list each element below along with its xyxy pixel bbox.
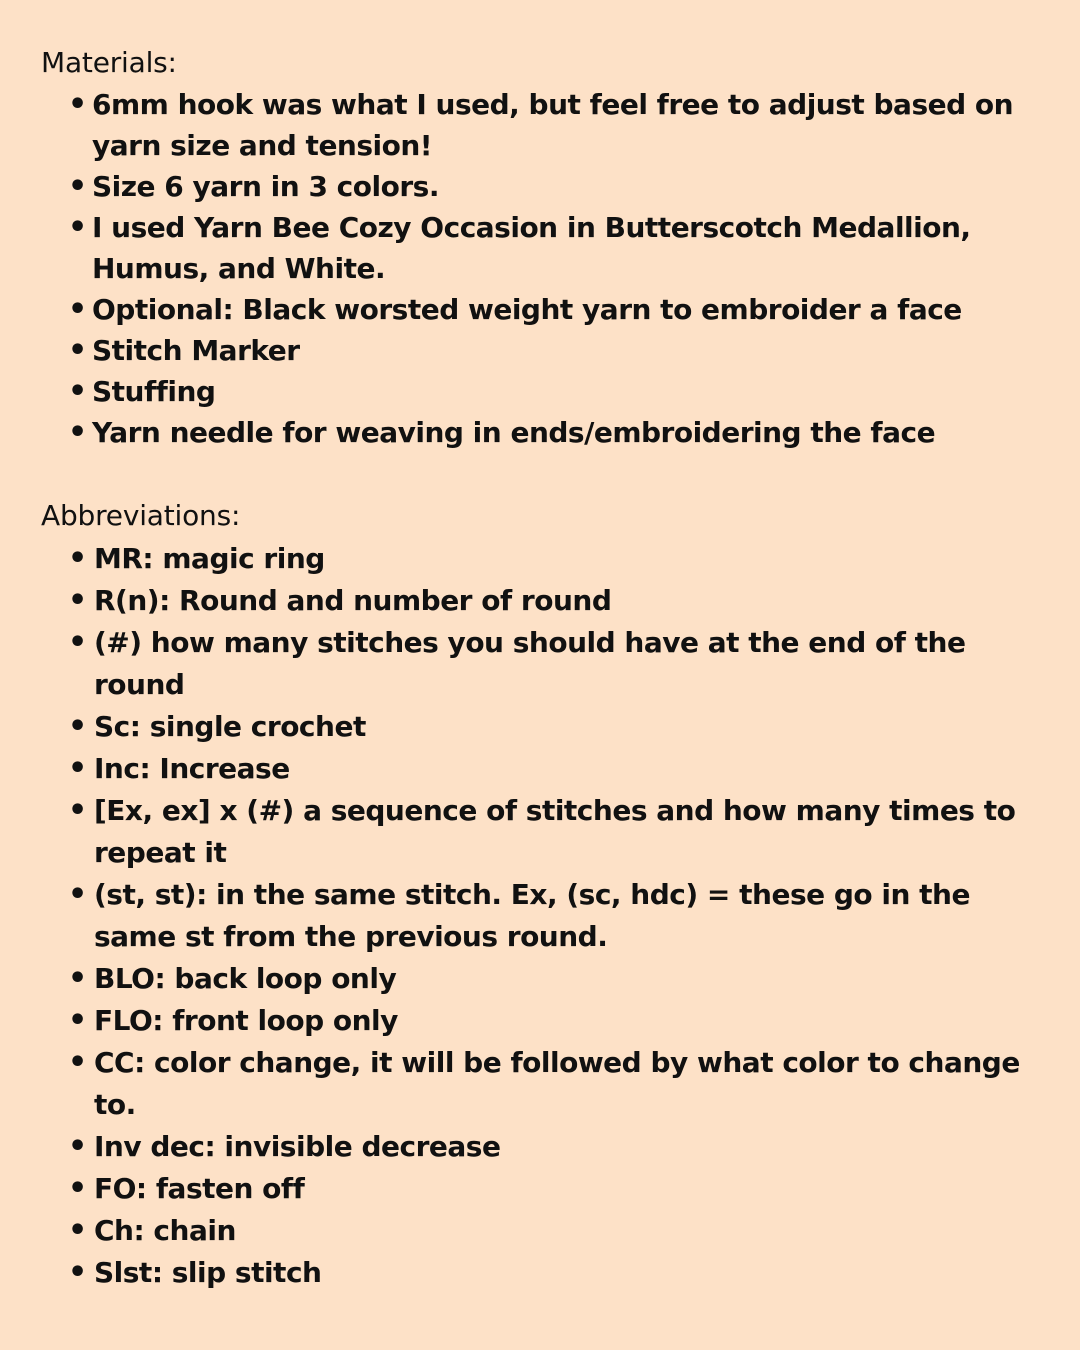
bullet-icon: • — [68, 210, 87, 245]
materials-list — [41, 84, 1040, 453]
bullet-icon: • — [68, 1003, 87, 1038]
list-item — [41, 580, 1040, 622]
bullet-icon: • — [68, 415, 87, 450]
materials-item-text: Optional: Black worsted weight yarn to embroider a face — [92, 293, 962, 326]
list-item — [41, 289, 1040, 330]
materials-item-text: Stitch Marker — [92, 334, 300, 367]
abbreviation-item-text: MR: magic ring — [94, 542, 325, 575]
list-item — [41, 1168, 1040, 1210]
abbreviations-list — [41, 538, 1040, 1294]
list-item — [41, 958, 1040, 1000]
abbreviation-item-text: Slst: slip stitch — [94, 1256, 322, 1289]
bullet-icon: • — [68, 333, 87, 368]
bullet-icon: • — [68, 961, 87, 996]
abbreviation-item-text: Ch: chain — [94, 1214, 236, 1247]
bullet-icon: • — [68, 583, 87, 618]
list-item — [41, 412, 1040, 453]
materials-item-text: I used Yarn Bee Cozy Occasion in Butterscotch Medallion, Humus, and White. — [92, 211, 971, 285]
list-item — [41, 1210, 1040, 1252]
bullet-icon: • — [68, 541, 87, 576]
bullet-icon: • — [68, 1129, 87, 1164]
list-item — [41, 1042, 1040, 1126]
abbreviation-item-text: CC: color change, it will be followed by what color to change to. — [94, 1046, 1020, 1121]
materials-item-text: Size 6 yarn in 3 colors. — [92, 170, 439, 203]
bullet-icon: • — [68, 1171, 87, 1206]
bullet-icon: • — [68, 709, 87, 744]
abbreviation-item-text: Inc: Increase — [94, 752, 290, 785]
materials-item-text: 6mm hook was what I used, but feel free to adjust based on yarn size and tension! — [92, 88, 1014, 162]
list-item — [41, 371, 1040, 412]
bullet-icon: • — [68, 1255, 87, 1290]
abbreviation-item-text: Inv dec: invisible decrease — [94, 1130, 501, 1163]
bullet-icon: • — [68, 292, 87, 327]
list-item — [41, 166, 1040, 207]
list-item — [41, 874, 1040, 958]
list-item — [41, 84, 1040, 166]
abbreviation-item-text: BLO: back loop only — [94, 962, 397, 995]
abbreviation-item-text: (#) how many stitches you should have at the end of the round — [94, 626, 966, 701]
bullet-icon: • — [68, 169, 87, 204]
list-item — [41, 748, 1040, 790]
materials-item-text: Yarn needle for weaving in ends/embroidering the face — [92, 416, 936, 449]
abbreviation-item-text: [Ex, ex] x (#) a sequence of stitches and how many times to repeat it — [94, 794, 1016, 869]
list-item — [41, 1126, 1040, 1168]
list-item — [41, 538, 1040, 580]
list-item — [41, 622, 1040, 706]
materials-item-text: Stuffing — [92, 375, 216, 408]
bullet-icon: • — [68, 1045, 87, 1080]
bullet-icon: • — [68, 625, 87, 660]
list-item — [41, 330, 1040, 371]
list-item — [41, 1000, 1040, 1042]
abbreviations-heading: Abbreviations: — [41, 499, 241, 532]
bullet-icon: • — [68, 793, 87, 828]
abbreviation-item-text: FO: fasten off — [94, 1172, 305, 1205]
list-item — [41, 790, 1040, 874]
abbreviation-item-text: FLO: front loop only — [94, 1004, 398, 1037]
bullet-icon: • — [68, 751, 87, 786]
materials-heading: Materials: — [41, 46, 177, 79]
bullet-icon: • — [68, 374, 87, 409]
abbreviation-item-text: (st, st): in the same stitch. Ex, (sc, hdc) = these go in the same st from the previous round. — [94, 878, 970, 953]
bullet-icon: • — [68, 877, 87, 912]
list-item — [41, 706, 1040, 748]
bullet-icon: • — [68, 1213, 87, 1248]
list-item — [41, 1252, 1040, 1294]
abbreviation-item-text: Sc: single crochet — [94, 710, 366, 743]
bullet-icon: • — [68, 87, 87, 122]
abbreviation-item-text: R(n): Round and number of round — [94, 584, 612, 617]
list-item — [41, 207, 1040, 289]
